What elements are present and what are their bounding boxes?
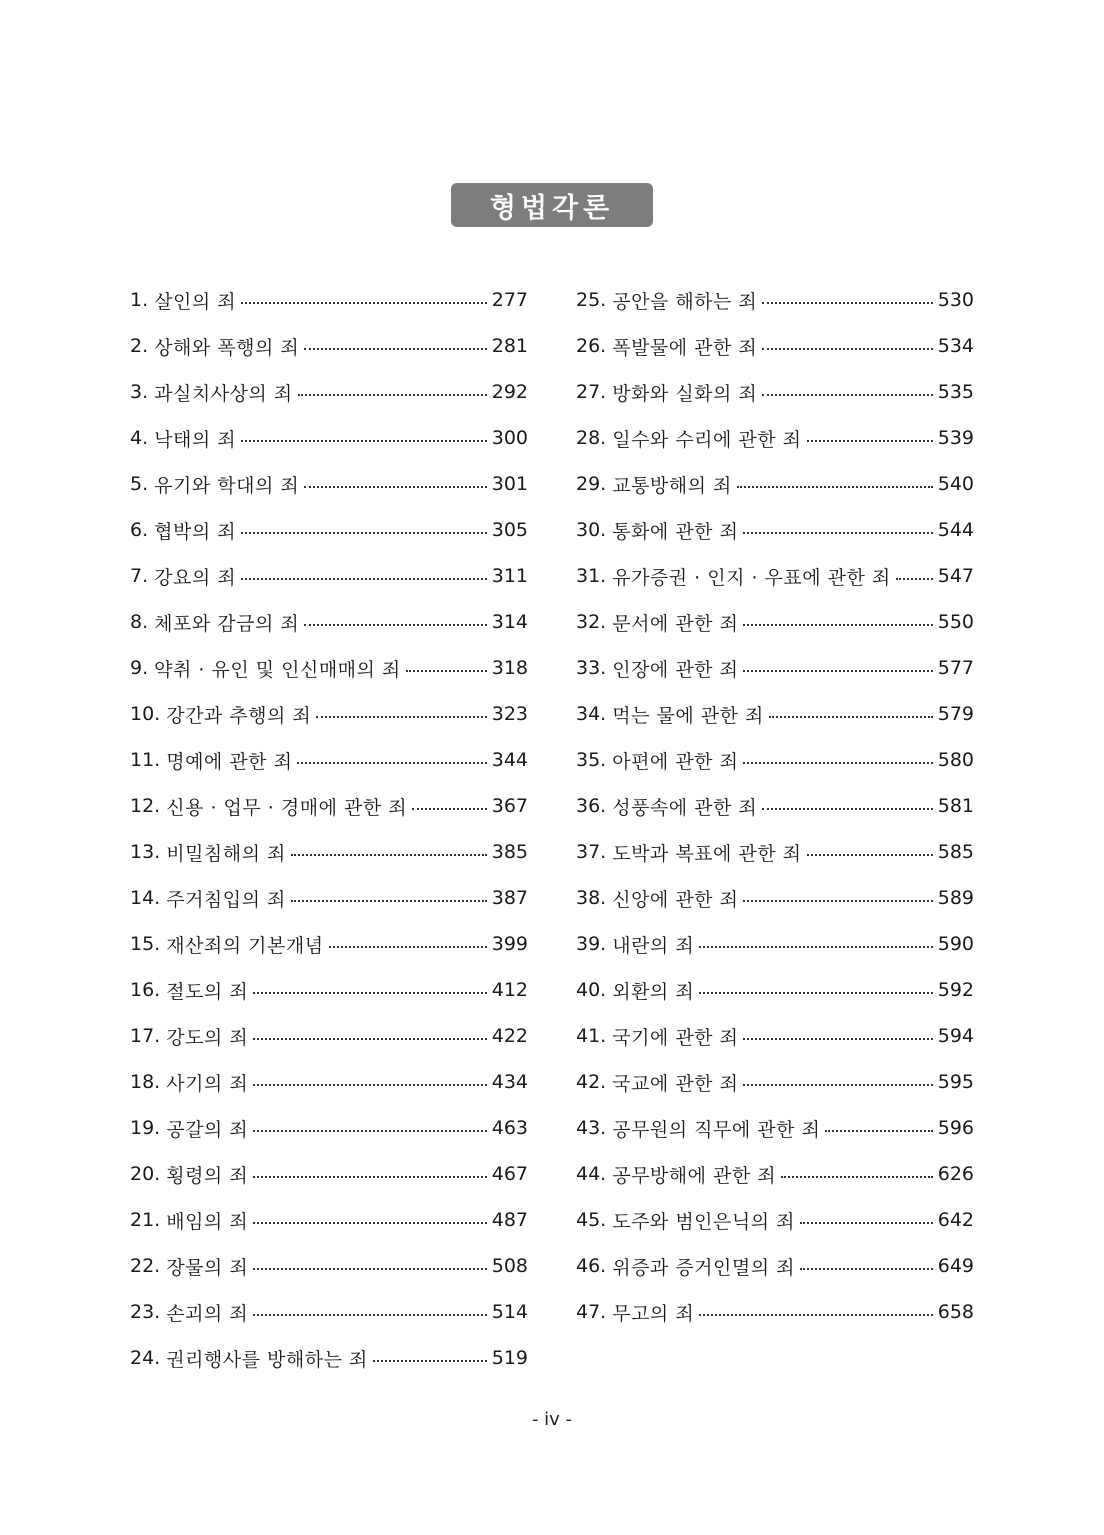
dot-leader	[241, 440, 487, 442]
toc-entry-number: 22.	[130, 1255, 161, 1277]
toc-entry-label: 도박과 복표에 관한 죄	[612, 842, 802, 865]
dot-leader	[253, 1314, 487, 1316]
toc-entry-number: 43.	[576, 1117, 607, 1139]
toc-entry-number: 44.	[576, 1163, 607, 1185]
dot-leader	[304, 348, 487, 350]
page-number-footer: - iv -	[531, 1409, 573, 1430]
toc-entry-label: 체포와 감금의 죄	[154, 612, 300, 635]
toc-entry-number: 47.	[576, 1301, 607, 1323]
toc-entry[interactable]	[130, 1335, 528, 1381]
toc-entry-page: 514	[491, 1301, 528, 1323]
toc-entry-page: 422	[491, 1025, 528, 1047]
dot-leader	[743, 1084, 932, 1086]
toc-entry-page: 649	[937, 1255, 974, 1277]
toc-entry[interactable]	[130, 507, 528, 553]
toc-entry-label: 횡령의 죄	[166, 1164, 249, 1187]
toc-entry-page: 292	[491, 381, 528, 403]
dot-leader	[291, 900, 487, 902]
toc-entry[interactable]	[576, 277, 974, 323]
toc-entry[interactable]	[576, 1243, 974, 1289]
dot-leader	[412, 808, 487, 810]
toc-entry[interactable]	[130, 875, 528, 921]
toc-entry-label: 장물의 죄	[166, 1256, 249, 1279]
toc-entry-label: 방화와 실화의 죄	[612, 382, 758, 405]
toc-entry[interactable]	[130, 1151, 528, 1197]
toc-entry[interactable]	[576, 553, 974, 599]
toc-entry[interactable]	[576, 1289, 974, 1335]
toc-entry-number: 30.	[576, 519, 607, 541]
toc-entry[interactable]	[130, 921, 528, 967]
dot-leader	[406, 670, 487, 672]
toc-entry-page: 314	[491, 611, 528, 633]
dot-leader	[297, 762, 486, 764]
toc-entry-page: 387	[491, 887, 528, 909]
toc-entry-number: 14.	[130, 887, 161, 909]
toc-entry-number: 18.	[130, 1071, 161, 1093]
toc-entry[interactable]	[130, 369, 528, 415]
dot-leader	[253, 1084, 487, 1086]
toc-entry-number: 28.	[576, 427, 607, 449]
dot-leader	[800, 1222, 933, 1224]
toc-entry[interactable]	[130, 1243, 528, 1289]
toc-entry-page: 579	[937, 703, 974, 725]
dot-leader	[743, 532, 932, 534]
dot-leader	[743, 624, 932, 626]
dot-leader	[762, 808, 932, 810]
toc-entry-label: 국교에 관한 죄	[612, 1072, 739, 1095]
dot-leader	[241, 532, 487, 534]
dot-leader	[896, 578, 933, 580]
toc-entry-label: 명예에 관한 죄	[166, 750, 293, 773]
toc-entry[interactable]	[576, 1013, 974, 1059]
toc-entry-number: 23.	[130, 1301, 161, 1323]
dot-leader	[316, 716, 486, 718]
toc-entry[interactable]	[130, 1289, 528, 1335]
dot-leader	[298, 394, 487, 396]
toc-entry-number: 27.	[576, 381, 607, 403]
toc-entry-label: 비밀침해의 죄	[166, 842, 286, 865]
toc-entry-page: 596	[937, 1117, 974, 1139]
dot-leader	[241, 302, 487, 304]
toc-entry-number: 12.	[130, 795, 161, 817]
toc-entry-number: 33.	[576, 657, 607, 679]
toc-entry-label: 손괴의 죄	[166, 1302, 249, 1325]
toc-entry-number: 2.	[130, 335, 149, 357]
dot-leader	[743, 670, 932, 672]
toc-entry-label: 내란의 죄	[612, 934, 695, 957]
toc-entry-label: 재산죄의 기본개념	[166, 934, 324, 957]
dot-leader	[762, 302, 932, 304]
toc-entry-page: 580	[937, 749, 974, 771]
toc-entry-page: 305	[491, 519, 528, 541]
toc-entry-label: 주거침입의 죄	[166, 888, 286, 911]
toc-entry-label: 통화에 관한 죄	[612, 520, 739, 543]
toc-entry-label: 사기의 죄	[166, 1072, 249, 1095]
toc-entry-label: 협박의 죄	[154, 520, 237, 543]
toc-entry-page: 311	[491, 565, 528, 587]
dot-leader	[253, 1176, 487, 1178]
toc-entry-label: 살인의 죄	[154, 290, 237, 313]
toc-entry[interactable]	[576, 1105, 974, 1151]
toc-entry-number: 15.	[130, 933, 161, 955]
toc-entry-page: 530	[937, 289, 974, 311]
toc-entry-label: 먹는 물에 관한 죄	[612, 704, 764, 727]
dot-leader	[743, 762, 932, 764]
toc-entry-page: 594	[937, 1025, 974, 1047]
toc-entry-page: 544	[937, 519, 974, 541]
toc-entry[interactable]	[576, 415, 974, 461]
dot-leader	[762, 394, 932, 396]
toc-entry[interactable]	[130, 783, 528, 829]
toc-entry-page: 508	[491, 1255, 528, 1277]
toc-entry-label: 유기와 학대의 죄	[154, 474, 300, 497]
toc-entry-label: 낙태의 죄	[154, 428, 237, 451]
toc-entry-label: 배임의 죄	[166, 1210, 249, 1233]
toc-entry-label: 공안을 해하는 죄	[612, 290, 758, 313]
toc-entry-label: 상해와 폭행의 죄	[154, 336, 300, 359]
dot-leader	[291, 854, 487, 856]
toc-entry[interactable]	[576, 1059, 974, 1105]
toc-entry[interactable]	[576, 737, 974, 783]
toc-entry[interactable]	[576, 323, 974, 369]
toc-entry-label: 공무원의 직무에 관한 죄	[612, 1118, 821, 1141]
toc-entry-number: 41.	[576, 1025, 607, 1047]
toc-entry[interactable]	[576, 1151, 974, 1197]
toc-entry-label: 강요의 죄	[154, 566, 237, 589]
toc-entry-number: 38.	[576, 887, 607, 909]
toc-entry[interactable]	[130, 967, 528, 1013]
toc-entry[interactable]	[130, 415, 528, 461]
toc-entry-label: 일수와 수리에 관한 죄	[612, 428, 802, 451]
section-title: 형법각론	[489, 192, 615, 224]
dot-leader	[304, 486, 487, 488]
toc-entry[interactable]	[130, 1105, 528, 1151]
toc-entry-page: 487	[491, 1209, 528, 1231]
toc-entry[interactable]	[130, 599, 528, 645]
dot-leader	[825, 1130, 932, 1132]
dot-leader	[253, 1268, 487, 1270]
toc-entry-label: 공갈의 죄	[166, 1118, 249, 1141]
toc-entry-number: 5.	[130, 473, 149, 495]
toc-entry[interactable]	[576, 691, 974, 737]
toc-entry-number: 13.	[130, 841, 161, 863]
toc-entry-number: 7.	[130, 565, 149, 587]
dot-leader	[699, 946, 933, 948]
dot-leader	[253, 992, 487, 994]
toc-entry-page: 534	[937, 335, 974, 357]
toc-entry-page: 281	[491, 335, 528, 357]
toc-entry-number: 21.	[130, 1209, 161, 1231]
toc-entry[interactable]	[576, 599, 974, 645]
dot-leader	[253, 1222, 487, 1224]
toc-entry-number: 26.	[576, 335, 607, 357]
toc-entry-page: 318	[491, 657, 528, 679]
dot-leader	[253, 1038, 487, 1040]
toc-entry-number: 19.	[130, 1117, 161, 1139]
toc-entry-page: 590	[937, 933, 974, 955]
toc-entry[interactable]	[130, 277, 528, 323]
toc-entry[interactable]	[576, 967, 974, 1013]
toc-entry-number: 1.	[130, 289, 149, 311]
dot-leader	[800, 1268, 933, 1270]
toc-entry[interactable]	[130, 1059, 528, 1105]
toc-entry-number: 40.	[576, 979, 607, 1001]
toc-entry-label: 국기에 관한 죄	[612, 1026, 739, 1049]
toc-entry-number: 10.	[130, 703, 161, 725]
toc-entry-page: 323	[491, 703, 528, 725]
toc-entry-page: 595	[937, 1071, 974, 1093]
toc-entry-number: 29.	[576, 473, 607, 495]
toc-entry[interactable]	[576, 829, 974, 875]
toc-entry-number: 6.	[130, 519, 149, 541]
toc-entry[interactable]	[576, 1197, 974, 1243]
toc-entry-number: 34.	[576, 703, 607, 725]
toc-entry-page: 642	[937, 1209, 974, 1231]
toc-entry[interactable]	[576, 875, 974, 921]
toc-entry-page: 581	[937, 795, 974, 817]
toc-entry-page: 592	[937, 979, 974, 1001]
toc-entry-number: 46.	[576, 1255, 607, 1277]
toc-entry[interactable]	[130, 553, 528, 599]
toc-entry-page: 547	[937, 565, 974, 587]
toc-entry-number: 9.	[130, 657, 149, 679]
toc-entry-label: 외환의 죄	[612, 980, 695, 1003]
toc-entry-page: 463	[491, 1117, 528, 1139]
toc-entry-page: 658	[937, 1301, 974, 1323]
toc-entry-number: 39.	[576, 933, 607, 955]
toc-entry-page: 412	[491, 979, 528, 1001]
toc-entry-page: 626	[937, 1163, 974, 1185]
toc-entry[interactable]	[130, 645, 528, 691]
dot-leader	[699, 992, 933, 994]
toc-entry-number: 20.	[130, 1163, 161, 1185]
toc-entry-page: 300	[491, 427, 528, 449]
section-title-box	[451, 183, 653, 227]
toc-entry-label: 무고의 죄	[612, 1302, 695, 1325]
toc-entry-page: 585	[937, 841, 974, 863]
dot-leader	[807, 440, 933, 442]
toc-entry-label: 강도의 죄	[166, 1026, 249, 1049]
toc-entry-label: 공무방해에 관한 죄	[612, 1164, 777, 1187]
toc-entry-label: 인장에 관한 죄	[612, 658, 739, 681]
toc-entry-label: 문서에 관한 죄	[612, 612, 739, 635]
toc-left-column	[130, 277, 528, 1381]
toc-entry[interactable]	[576, 369, 974, 415]
toc-entry-page: 539	[937, 427, 974, 449]
dot-leader	[743, 1038, 932, 1040]
toc-entry-label: 신용 · 업무 · 경매에 관한 죄	[166, 796, 408, 819]
toc-entry-number: 36.	[576, 795, 607, 817]
toc-entry-page: 540	[937, 473, 974, 495]
toc-entry-label: 과실치사상의 죄	[154, 382, 293, 405]
toc-entry-number: 37.	[576, 841, 607, 863]
toc-entry[interactable]	[130, 1197, 528, 1243]
toc-entry-label: 유가증권 · 인지 · 우표에 관한 죄	[612, 566, 891, 589]
toc-entry-number: 8.	[130, 611, 149, 633]
toc-entry[interactable]	[576, 645, 974, 691]
toc-entry-number: 4.	[130, 427, 149, 449]
toc-entry-label: 약취 · 유인 및 인신매매의 죄	[154, 658, 401, 681]
toc-entry[interactable]	[576, 783, 974, 829]
toc-entry-label: 위증과 증거인멸의 죄	[612, 1256, 795, 1279]
toc-entry-number: 42.	[576, 1071, 607, 1093]
dot-leader	[737, 486, 933, 488]
toc-entry-number: 25.	[576, 289, 607, 311]
toc-entry-number: 31.	[576, 565, 607, 587]
toc-entry[interactable]	[130, 461, 528, 507]
toc-entry-page: 577	[937, 657, 974, 679]
toc-entry-label: 강간과 추행의 죄	[166, 704, 312, 727]
toc-entry[interactable]	[130, 323, 528, 369]
toc-entry-number: 16.	[130, 979, 161, 1001]
dot-leader	[769, 716, 933, 718]
toc-entry-label: 권리행사를 방해하는 죄	[166, 1348, 368, 1371]
dot-leader	[743, 900, 932, 902]
toc-entry[interactable]	[130, 1013, 528, 1059]
toc-entry-page: 367	[491, 795, 528, 817]
toc-entry-label: 절도의 죄	[166, 980, 249, 1003]
toc-entry-page: 301	[491, 473, 528, 495]
toc-entry-number: 24.	[130, 1347, 161, 1369]
toc-entry[interactable]	[576, 921, 974, 967]
dot-leader	[699, 1314, 933, 1316]
toc-entry-label: 도주와 범인은닉의 죄	[612, 1210, 795, 1233]
dot-leader	[781, 1176, 933, 1178]
toc-entry-number: 32.	[576, 611, 607, 633]
toc-right-column	[576, 277, 974, 1335]
dot-leader	[304, 624, 487, 626]
toc-entry[interactable]	[576, 461, 974, 507]
toc-entry-number: 11.	[130, 749, 161, 771]
toc-entry-page: 589	[937, 887, 974, 909]
toc-entry-label: 성풍속에 관한 죄	[612, 796, 758, 819]
toc-entry-page: 344	[491, 749, 528, 771]
dot-leader	[241, 578, 487, 580]
toc-entry[interactable]	[130, 737, 528, 783]
toc-entry-label: 아편에 관한 죄	[612, 750, 739, 773]
toc-entry-page: 277	[491, 289, 528, 311]
toc-entry[interactable]	[130, 829, 528, 875]
toc-entry[interactable]	[130, 691, 528, 737]
dot-leader	[373, 1360, 487, 1362]
dot-leader	[807, 854, 933, 856]
toc-entry-page: 434	[491, 1071, 528, 1093]
toc-entry-page: 399	[491, 933, 528, 955]
toc-entry-page: 385	[491, 841, 528, 863]
toc-entry-page: 550	[937, 611, 974, 633]
toc-entry-page: 467	[491, 1163, 528, 1185]
toc-entry-label: 교통방해의 죄	[612, 474, 732, 497]
dot-leader	[762, 348, 932, 350]
toc-entry-page: 535	[937, 381, 974, 403]
toc-entry-page: 519	[491, 1347, 528, 1369]
dot-leader	[253, 1130, 487, 1132]
dot-leader	[329, 946, 487, 948]
toc-entry[interactable]	[576, 507, 974, 553]
toc-entry-number: 35.	[576, 749, 607, 771]
toc-entry-label: 신앙에 관한 죄	[612, 888, 739, 911]
toc-entry-number: 45.	[576, 1209, 607, 1231]
toc-entry-label: 폭발물에 관한 죄	[612, 336, 758, 359]
toc-entry-number: 3.	[130, 381, 149, 403]
toc-entry-number: 17.	[130, 1025, 161, 1047]
